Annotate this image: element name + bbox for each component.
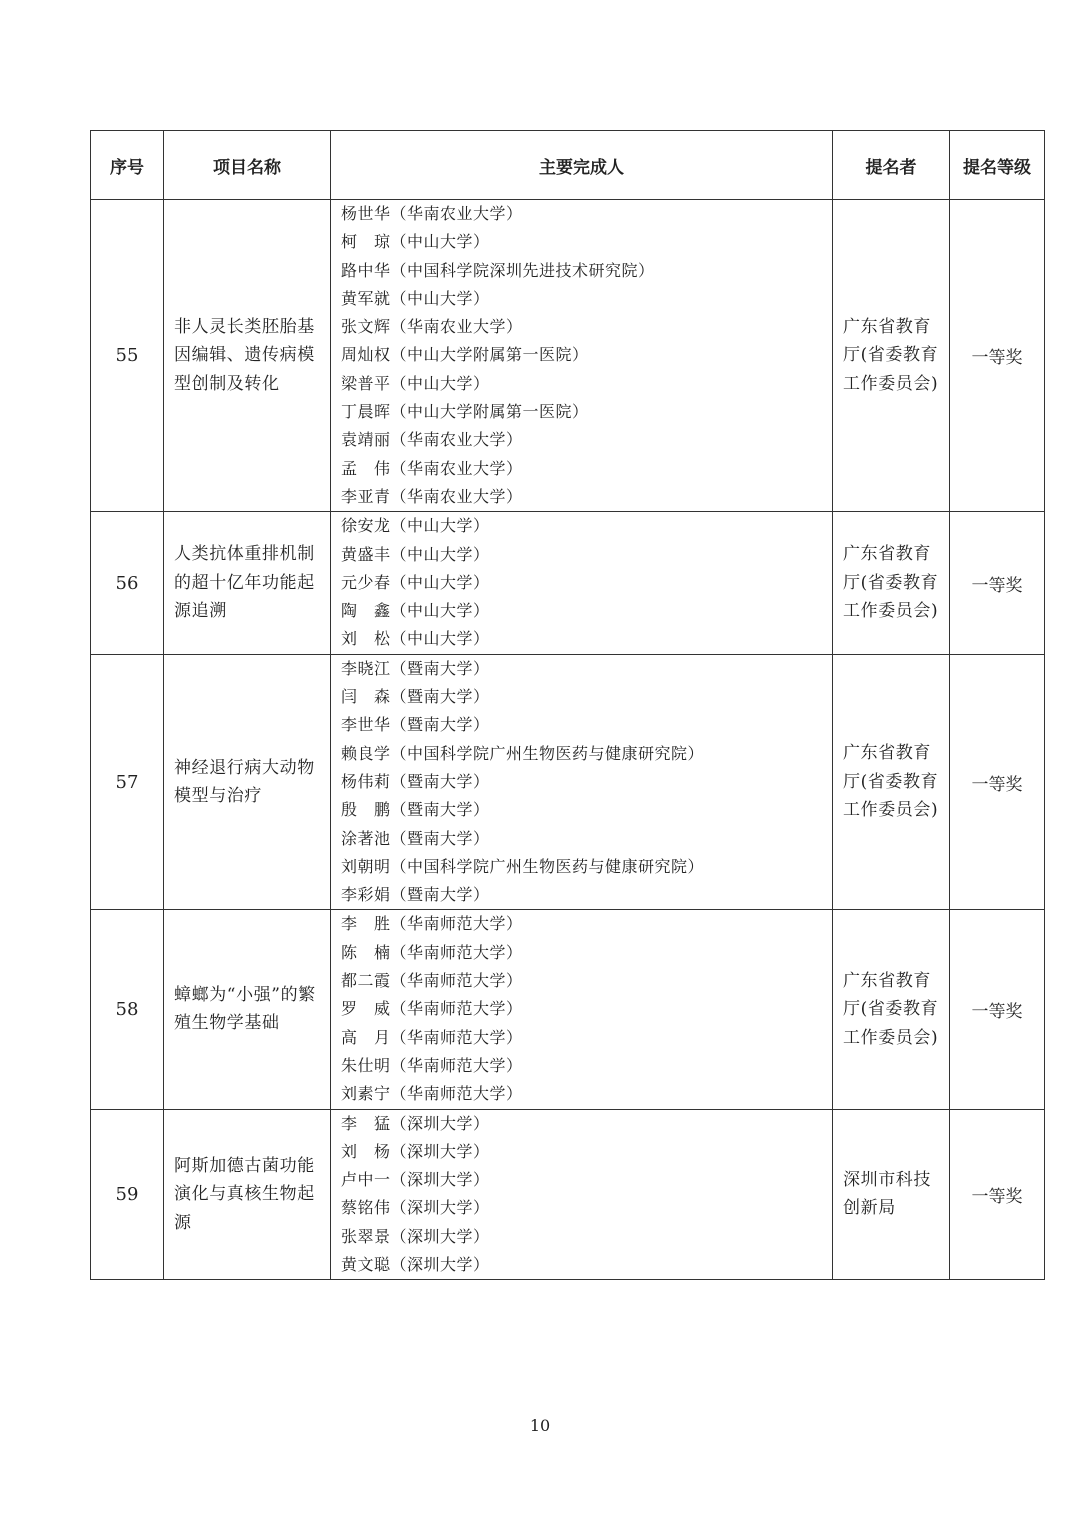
contributor: 高 月（华南师范大学） [341,1027,523,1047]
contributor: 刘 松（中山大学） [341,629,490,649]
contributor: 黄盛丰（中山大学） [341,544,490,564]
contributor: 卢中一（深圳大学） [341,1170,490,1190]
nominator-line: 工作委员会) [843,601,939,622]
row-grade: 一等奖 [950,512,1045,654]
header-nominator: 提名者 [833,131,950,200]
contributor: 涂著池（暨南大学） [341,828,490,848]
contributor: 杨伟莉（暨南大学） [341,771,490,791]
project-name-line: 演化与真核生物起 [174,1184,315,1205]
row-nominator [833,200,950,512]
nominator-line: 广东省教育 [843,970,931,991]
table-row [91,512,1045,654]
row-contributors [331,910,833,1109]
project-name-line: 非人灵长类胚胎基 [174,317,315,338]
table-body [91,200,1045,1280]
nominator-line: 厅(省委教育 [843,572,939,593]
contributor: 徐安龙（中山大学） [341,516,490,536]
contributor: 刘 杨（深圳大学） [341,1141,490,1161]
contributor: 李晓江（暨南大学） [341,658,490,678]
contributor: 袁靖丽（华南农业大学） [341,430,523,450]
nominator-line: 广东省教育 [843,317,931,338]
nominator-line: 创新局 [843,1198,896,1219]
contributor: 朱仕明（华南师范大学） [341,1055,523,1075]
nominator-line: 工作委员会) [843,373,939,394]
contributor: 杨世华（华南农业大学） [341,204,523,223]
project-name-line: 源追溯 [174,601,227,622]
project-name-line: 型创制及转化 [174,373,280,394]
table-row [91,910,1045,1109]
contributor: 黄文聪（深圳大学） [341,1254,490,1274]
row-nominator [833,910,950,1109]
nominator-line: 工作委员会) [843,1027,939,1048]
row-grade: 一等奖 [950,1109,1045,1280]
contributor: 路中华（中国科学院深圳先进技术研究院） [341,260,655,280]
header-grade: 提名等级 [950,131,1045,200]
contributor: 陶 鑫（中山大学） [341,601,490,621]
page-number: 10 [529,1416,551,1435]
contributor: 梁普平（中山大学） [341,373,490,393]
header-contributors: 主要完成人 [331,131,833,200]
table-row [91,200,1045,512]
row-project [164,654,331,910]
contributor: 闫 森（暨南大学） [341,687,490,707]
row-contributors [331,654,833,910]
row-project [164,910,331,1109]
contributor: 李亚青（华南农业大学） [341,486,523,506]
nominator-line: 广东省教育 [843,544,931,565]
project-name-line: 模型与治疗 [174,786,262,807]
table-row [91,654,1045,910]
nominator-line: 深圳市科技 [843,1169,931,1190]
row-contributors [331,512,833,654]
row-grade: 一等奖 [950,654,1045,910]
contributor: 周灿权（中山大学附属第一医院） [341,345,589,365]
contributor: 黄军就（中山大学） [341,288,490,308]
row-grade: 一等奖 [950,200,1045,512]
row-seq: 58 [91,910,164,1109]
row-grade: 一等奖 [950,910,1045,1109]
contributor: 元少春（中山大学） [341,572,490,592]
row-seq: 59 [91,1109,164,1280]
table-row [91,1109,1045,1280]
table-header-row [91,131,1045,200]
row-contributors [331,200,833,512]
contributor: 陈 楠（华南师范大学） [341,942,523,962]
contributor: 张翠景（深圳大学） [341,1226,490,1246]
row-nominator [833,654,950,910]
nominator-line: 厅(省委教育 [843,771,939,792]
nominator-line: 厅(省委教育 [843,999,939,1020]
contributor: 殷 鹏（暨南大学） [341,800,490,820]
project-name-line: 殖生物学基础 [174,1013,280,1034]
award-table [90,130,1045,1280]
project-name-line: 源 [174,1212,192,1233]
contributor: 刘朝明（中国科学院广州生物医药与健康研究院） [341,856,705,876]
contributor: 柯 琼（中山大学） [341,232,490,252]
nominator-line: 厅(省委教育 [843,345,939,366]
row-project [164,1109,331,1280]
nominator-line: 广东省教育 [843,743,931,764]
contributor: 都二霞（华南师范大学） [341,971,523,991]
contributor: 李彩娟（暨南大学） [341,885,490,905]
contributor: 丁晨晖（中山大学附属第一医院） [341,402,589,422]
contributor: 张文辉（华南农业大学） [341,317,523,337]
contributor: 赖良学（中国科学院广州生物医药与健康研究院） [341,743,705,763]
contributor: 刘素宁（华南师范大学） [341,1084,523,1104]
contributor: 李 胜（华南师范大学） [341,914,523,934]
project-name-line: 神经退行病大动物 [174,757,315,778]
project-name-line: 阿斯加德古菌功能 [174,1155,315,1176]
row-contributors [331,1109,833,1280]
header-project: 项目名称 [164,131,331,200]
project-name-line: 因编辑、遗传病模 [174,345,315,366]
contributor: 李 猛（深圳大学） [341,1113,490,1133]
project-name-line: 人类抗体重排机制 [174,544,315,565]
contributor: 李世华（暨南大学） [341,715,490,735]
nominator-line: 工作委员会) [843,800,939,821]
project-name-line: 的超十亿年功能起 [174,572,315,593]
contributor: 孟 伟（华南农业大学） [341,458,523,478]
row-project [164,200,331,512]
header-seq: 序号 [91,131,164,200]
row-nominator [833,512,950,654]
row-seq: 55 [91,200,164,512]
contributor: 蔡铭伟（深圳大学） [341,1198,490,1218]
project-name-line: 蟑螂为“小强”的繁 [174,985,316,1006]
row-nominator [833,1109,950,1280]
contributor: 罗 威（华南师范大学） [341,999,523,1019]
row-seq: 57 [91,654,164,910]
row-project [164,512,331,654]
row-seq: 56 [91,512,164,654]
